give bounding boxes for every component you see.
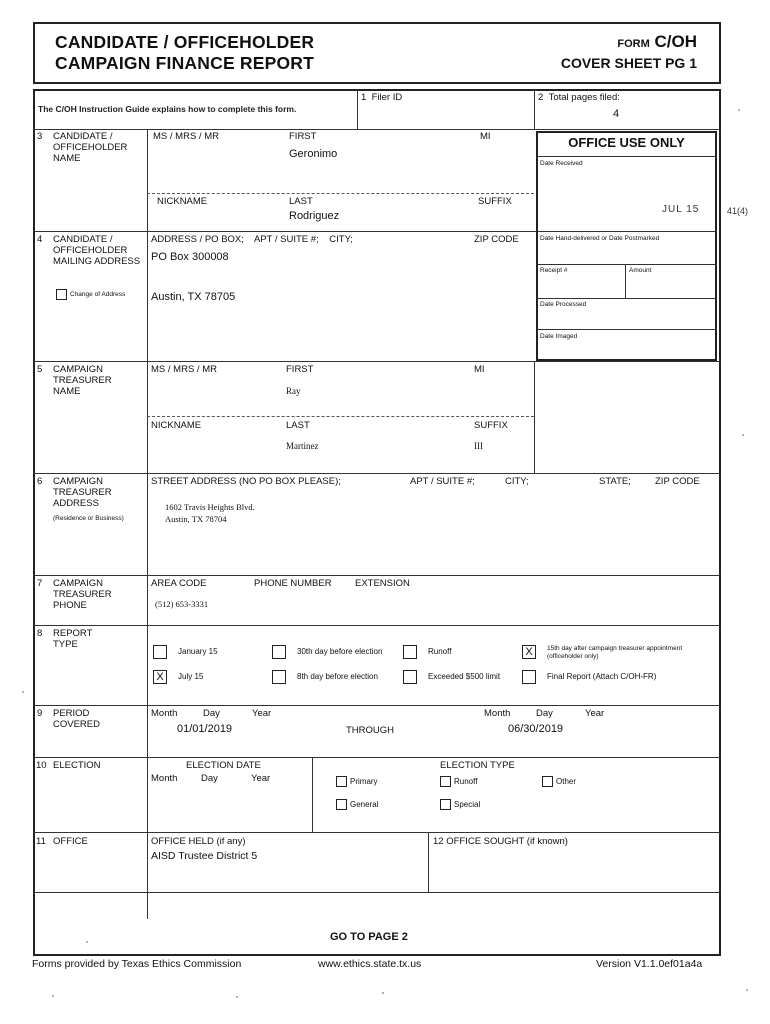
s5-last-value[interactable]: Martinez — [286, 441, 319, 451]
primary-checkbox[interactable] — [336, 776, 347, 787]
s7-area-label: AREA CODE — [151, 578, 207, 589]
s5-first-label: FIRST — [286, 364, 314, 375]
jul15-checkbox[interactable]: X — [153, 670, 167, 684]
date-received-label: Date Received — [540, 160, 583, 167]
general-checkbox[interactable] — [336, 799, 347, 810]
section9-label: PERIOD COVERED — [53, 708, 100, 730]
primary-label: Primary — [350, 777, 378, 786]
office-use-title: OFFICE USE ONLY — [568, 135, 685, 150]
section3-label: CANDIDATE / OFFICEHOLDER NAME — [53, 131, 128, 164]
s5-first-value[interactable]: Ray — [286, 386, 301, 396]
exceeded-checkbox[interactable] — [403, 670, 417, 684]
office-sought-label: 12 OFFICE SOUGHT (if known) — [433, 836, 568, 847]
filer-id-text: Filer ID — [371, 92, 403, 103]
section5-label: CAMPAIGN TREASURER NAME — [53, 364, 112, 397]
day15-checkbox[interactable]: X — [522, 645, 536, 659]
s10-type-label: ELECTION TYPE — [440, 760, 515, 771]
pages-text: Total pages filed: — [548, 92, 620, 103]
s9-year2-label: Year — [585, 708, 605, 719]
s3-suffix-label: SUFFIX — [478, 196, 512, 207]
final-report-label: Final Report (Attach C/OH-FR) — [547, 672, 657, 681]
receipt-label: Receipt # — [540, 267, 568, 274]
s4-zip-label: ZIP CODE — [474, 234, 519, 245]
filer-id-field[interactable] — [361, 104, 531, 126]
filer-id-num: 1 — [361, 92, 367, 103]
s9-month2-label: Month — [484, 708, 511, 719]
amount-label: Amount — [629, 267, 652, 274]
runoff-checkbox[interactable] — [403, 645, 417, 659]
section11-label: OFFICE — [53, 836, 88, 847]
instruction-text: The C/OH Instruction Guide explains how to complete this form. — [38, 104, 297, 114]
s9-month-label: Month — [151, 708, 178, 719]
s5-prefix-label: MS / MRS / MR — [151, 364, 217, 375]
s6-address-line2[interactable]: Austin, TX 78704 — [165, 514, 227, 524]
runoff-election-label: Runoff — [454, 777, 478, 786]
footer-provided: Forms provided by Texas Ethics Commission — [32, 958, 242, 970]
change-of-address-checkbox[interactable] — [56, 289, 67, 300]
exceeded-label: Exceeded $500 limit — [428, 672, 501, 681]
form-title-line2: CAMPAIGN FINANCE REPORT — [55, 53, 314, 73]
stamp-outside: 41(4) — [727, 206, 749, 216]
s5-last-label: LAST — [286, 420, 310, 431]
s5-nickname-label: NICKNAME — [151, 420, 202, 431]
total-pages-label — [538, 92, 620, 103]
s7-phone-label: PHONE NUMBER — [254, 578, 332, 589]
s6-street-label: STREET ADDRESS (NO PO BOX PLEASE); — [151, 476, 341, 487]
s10-month-label: Month — [151, 773, 178, 784]
section8-num: 8 — [37, 628, 43, 639]
office-held-value[interactable]: AISD Trustee District 5 — [151, 850, 258, 862]
general-label: General — [350, 800, 379, 809]
section7-label: CAMPAIGN TREASURER PHONE — [53, 578, 112, 611]
form-code — [617, 32, 697, 52]
section10-num: 10 — [36, 760, 47, 771]
change-of-address-label: Change of Address — [70, 291, 126, 298]
section6-label: CAMPAIGN TREASURER ADDRESS — [53, 476, 112, 509]
s6-city-label: CITY; — [505, 476, 529, 487]
s9-day-label: Day — [203, 708, 220, 719]
day8-label: 8th day before election — [297, 672, 378, 681]
day30-checkbox[interactable] — [272, 645, 286, 659]
special-label: Special — [454, 800, 481, 809]
s3-last-label: LAST — [289, 196, 313, 207]
s4-address-line2[interactable]: Austin, TX 78705 — [151, 291, 236, 303]
s5-suffix-value[interactable]: III — [474, 441, 483, 451]
footer-website: www.ethics.state.tx.us — [318, 958, 422, 970]
runoff-election-checkbox[interactable] — [440, 776, 451, 787]
hand-delivered-label: Date Hand-delivered or Date Postmarked — [540, 235, 660, 242]
jan15-label: January 15 — [178, 647, 218, 656]
imaged-label: Date Imaged — [540, 333, 578, 340]
s3-last-value[interactable]: Rodriguez — [289, 210, 340, 222]
final-report-checkbox[interactable] — [522, 670, 536, 684]
s10-day-label: Day — [201, 773, 218, 784]
s3-prefix-label: MS / MRS / MR — [153, 131, 219, 142]
s4-address-line1[interactable]: PO Box 300008 — [151, 251, 229, 263]
office-held-label: OFFICE HELD (if any) — [151, 836, 246, 847]
s6-apt-label: APT / SUITE #; — [410, 476, 475, 487]
s4-address-header: ADDRESS / PO BOX; APT / SUITE #; CITY; — [151, 234, 353, 245]
s9-from-date[interactable]: 01/01/2019 — [177, 723, 233, 735]
other-checkbox[interactable] — [542, 776, 553, 787]
s6-address-line1[interactable]: 1602 Travis Heights Blvd. — [165, 502, 255, 512]
day15-label: 15th day after campaign treasurer appointment (officeholder only) — [547, 645, 683, 660]
go-to-page-2: GO TO PAGE 2 — [330, 931, 408, 943]
s3-first-label: FIRST — [289, 131, 317, 142]
section10-label: ELECTION — [53, 760, 101, 771]
section4-num: 4 — [37, 234, 43, 245]
s3-nickname-label: NICKNAME — [157, 196, 208, 207]
s10-year-label: Year — [251, 773, 271, 784]
special-checkbox[interactable] — [440, 799, 451, 810]
form-code-value: C/OH — [654, 32, 697, 51]
s9-to-date[interactable]: 06/30/2019 — [508, 723, 564, 735]
s7-phone-value[interactable]: (512) 653-3331 — [155, 599, 209, 609]
jan15-checkbox[interactable] — [153, 645, 167, 659]
other-label: Other — [556, 777, 577, 786]
filer-id-label — [361, 92, 402, 103]
s9-through-label: THROUGH — [346, 725, 395, 736]
section7-num: 7 — [37, 578, 43, 589]
s5-suffix-label: SUFFIX — [474, 420, 508, 431]
day30-label: 30th day before election — [297, 647, 383, 656]
day8-checkbox[interactable] — [272, 670, 286, 684]
s6-zip-label: ZIP CODE — [655, 476, 700, 487]
footer-version: Version V1.1.0ef01a4a — [596, 958, 703, 970]
s3-mi-label: MI — [480, 131, 491, 142]
section11-num: 11 — [36, 836, 46, 847]
s10-date-label: ELECTION DATE — [186, 760, 261, 771]
form-title-line1: CANDIDATE / OFFICEHOLDER — [55, 32, 315, 52]
section4-label: CANDIDATE / OFFICEHOLDER MAILING ADDRESS — [53, 234, 141, 267]
form-word: FORM — [617, 38, 650, 50]
processed-label: Date Processed — [540, 301, 587, 308]
section8-label: REPORT TYPE — [53, 628, 93, 650]
jul15-label: July 15 — [178, 672, 204, 681]
section3-num: 3 — [37, 131, 43, 142]
section9-num: 9 — [37, 708, 43, 719]
runoff-label: Runoff — [428, 647, 452, 656]
s9-day2-label: Day — [536, 708, 553, 719]
section6-num: 6 — [37, 476, 43, 487]
received-stamp: JUL 15 — [662, 204, 700, 215]
total-pages-value[interactable]: 4 — [613, 108, 620, 120]
s6-state-label: STATE; — [599, 476, 631, 487]
pages-num: 2 — [538, 92, 544, 103]
section5-num: 5 — [37, 364, 43, 375]
section6-sub: (Residence or Business) — [53, 515, 124, 522]
form-header — [33, 22, 721, 84]
cover-sheet-label: COVER SHEET PG 1 — [560, 55, 697, 71]
s3-first-value[interactable]: Geronimo — [289, 148, 338, 160]
s5-mi-label: MI — [474, 364, 485, 375]
s7-ext-label: EXTENSION — [355, 578, 410, 589]
s9-year-label: Year — [252, 708, 272, 719]
